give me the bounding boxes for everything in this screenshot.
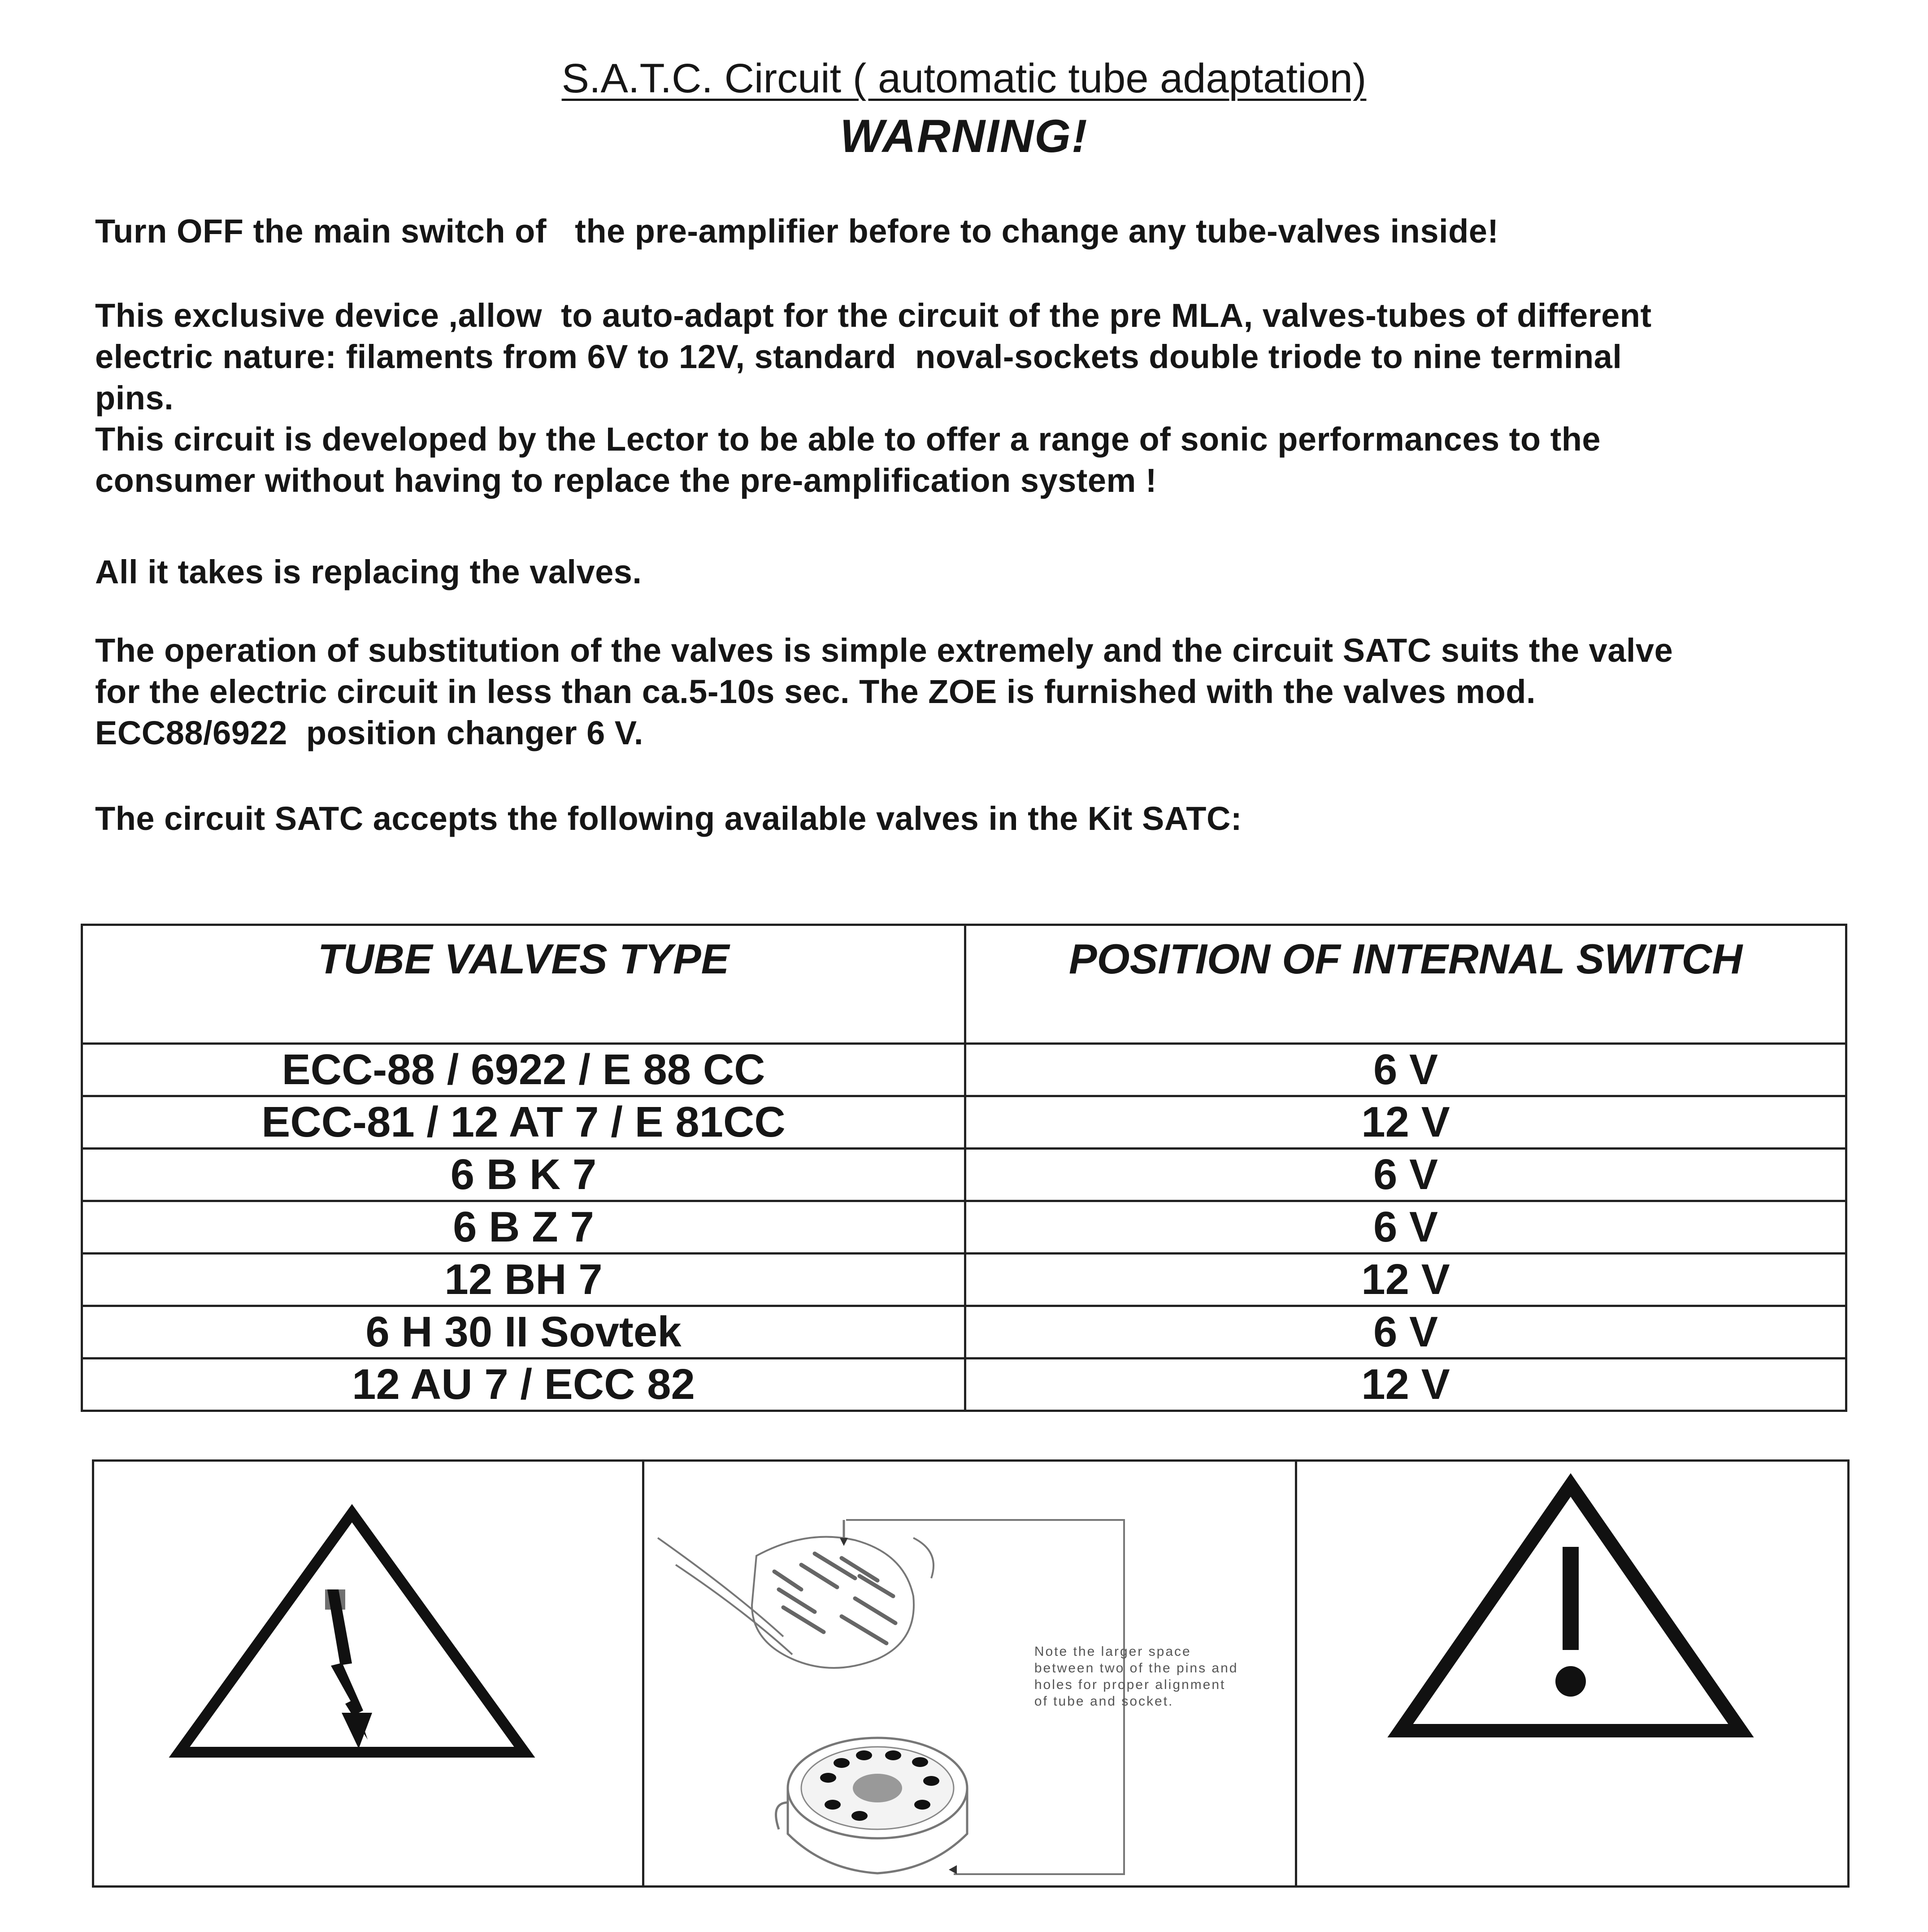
switch-position-cell: 6 V bbox=[965, 1149, 1846, 1201]
paragraph-line: consumer without having to replace the pre-amplification system ! bbox=[95, 462, 1157, 499]
page-title bbox=[0, 54, 1928, 103]
paragraph-line: The operation of substitution of the valves is simple extremely and the circuit SATC suits the valve bbox=[95, 632, 1673, 669]
switch-position-cell: 12 V bbox=[965, 1254, 1846, 1306]
paragraph-operation bbox=[95, 630, 1844, 754]
alignment-note bbox=[1034, 1643, 1285, 1710]
switch-position-cell: 12 V bbox=[965, 1359, 1846, 1411]
paragraph-switch-off bbox=[95, 211, 1844, 252]
note-line: between two of the pins and bbox=[1034, 1661, 1238, 1676]
tube-type-cell: ECC-81 / 12 AT 7 / E 81CC bbox=[82, 1096, 965, 1149]
table-row bbox=[82, 1254, 1846, 1306]
note-line: Note the larger space bbox=[1034, 1644, 1191, 1659]
icon-cell-high-voltage bbox=[94, 1462, 644, 1885]
note-line: of tube and socket. bbox=[1034, 1694, 1174, 1709]
column-header-switch-position: POSITION OF INTERNAL SWITCH bbox=[965, 925, 1846, 1044]
warning-icons-panel bbox=[92, 1459, 1850, 1888]
switch-position-cell: 12 V bbox=[965, 1096, 1846, 1149]
paragraph-accepts bbox=[95, 798, 1844, 839]
icon-cell-general-warning bbox=[1297, 1462, 1847, 1885]
warning-heading: WARNING! bbox=[840, 110, 1088, 162]
paragraph-line: This exclusive device ,allow to auto-adapt for the circuit of the pre MLA, valves-tubes of different bbox=[95, 297, 1652, 334]
table-row bbox=[82, 1044, 1846, 1096]
tube-type-cell: 12 AU 7 / ECC 82 bbox=[82, 1359, 965, 1411]
general-warning-icon bbox=[1297, 1462, 1849, 1885]
note-line: holes for proper alignment bbox=[1034, 1677, 1226, 1692]
paragraph-line: Turn OFF the main switch of the pre-amplifier before to change any tube-valves inside! bbox=[95, 213, 1499, 250]
paragraph-line: The circuit SATC accepts the following available valves in the Kit SATC: bbox=[95, 800, 1242, 837]
column-header-tube-type: TUBE VALVES TYPE bbox=[82, 925, 965, 1044]
paragraph-line: for the electric circuit in less than ca.5-10s sec. The ZOE is furnished with the valves mod. bbox=[95, 673, 1536, 710]
valve-table bbox=[81, 924, 1847, 1412]
switch-position-cell: 6 V bbox=[965, 1201, 1846, 1254]
tube-type-cell: 6 B K 7 bbox=[82, 1149, 965, 1201]
paragraph-device bbox=[95, 295, 1844, 501]
paragraph-line: pins. bbox=[95, 379, 174, 417]
table-row bbox=[82, 1096, 1846, 1149]
table-row bbox=[82, 1359, 1846, 1411]
paragraph-replacing bbox=[95, 551, 1844, 593]
paragraph-line: electric nature: filaments from 6V to 12V, standard noval-sockets double triode to nine terminal bbox=[95, 338, 1622, 375]
paragraph-line: All it takes is replacing the valves. bbox=[95, 553, 642, 590]
table-row bbox=[82, 1201, 1846, 1254]
icon-cell-socket-diagram bbox=[644, 1462, 1297, 1885]
tube-type-cell: 12 BH 7 bbox=[82, 1254, 965, 1306]
table-row bbox=[82, 1149, 1846, 1201]
table-header-row bbox=[82, 925, 1846, 1044]
title-text: S.A.T.C. Circuit ( automatic tube adaptation) bbox=[561, 56, 1367, 101]
tube-type-cell: 6 B Z 7 bbox=[82, 1201, 965, 1254]
paragraph-line: This circuit is developed by the Lector to be able to offer a range of sonic performances to the bbox=[95, 421, 1601, 458]
switch-position-cell: 6 V bbox=[965, 1044, 1846, 1096]
high-voltage-warning-icon bbox=[94, 1462, 643, 1885]
tube-type-cell: ECC-88 / 6922 / E 88 CC bbox=[82, 1044, 965, 1096]
paragraph-line: ECC88/6922 position changer 6 V. bbox=[95, 714, 643, 751]
tube-type-cell: 6 H 30 II Sovtek bbox=[82, 1306, 965, 1359]
switch-position-cell: 6 V bbox=[965, 1306, 1846, 1359]
table-row bbox=[82, 1306, 1846, 1359]
